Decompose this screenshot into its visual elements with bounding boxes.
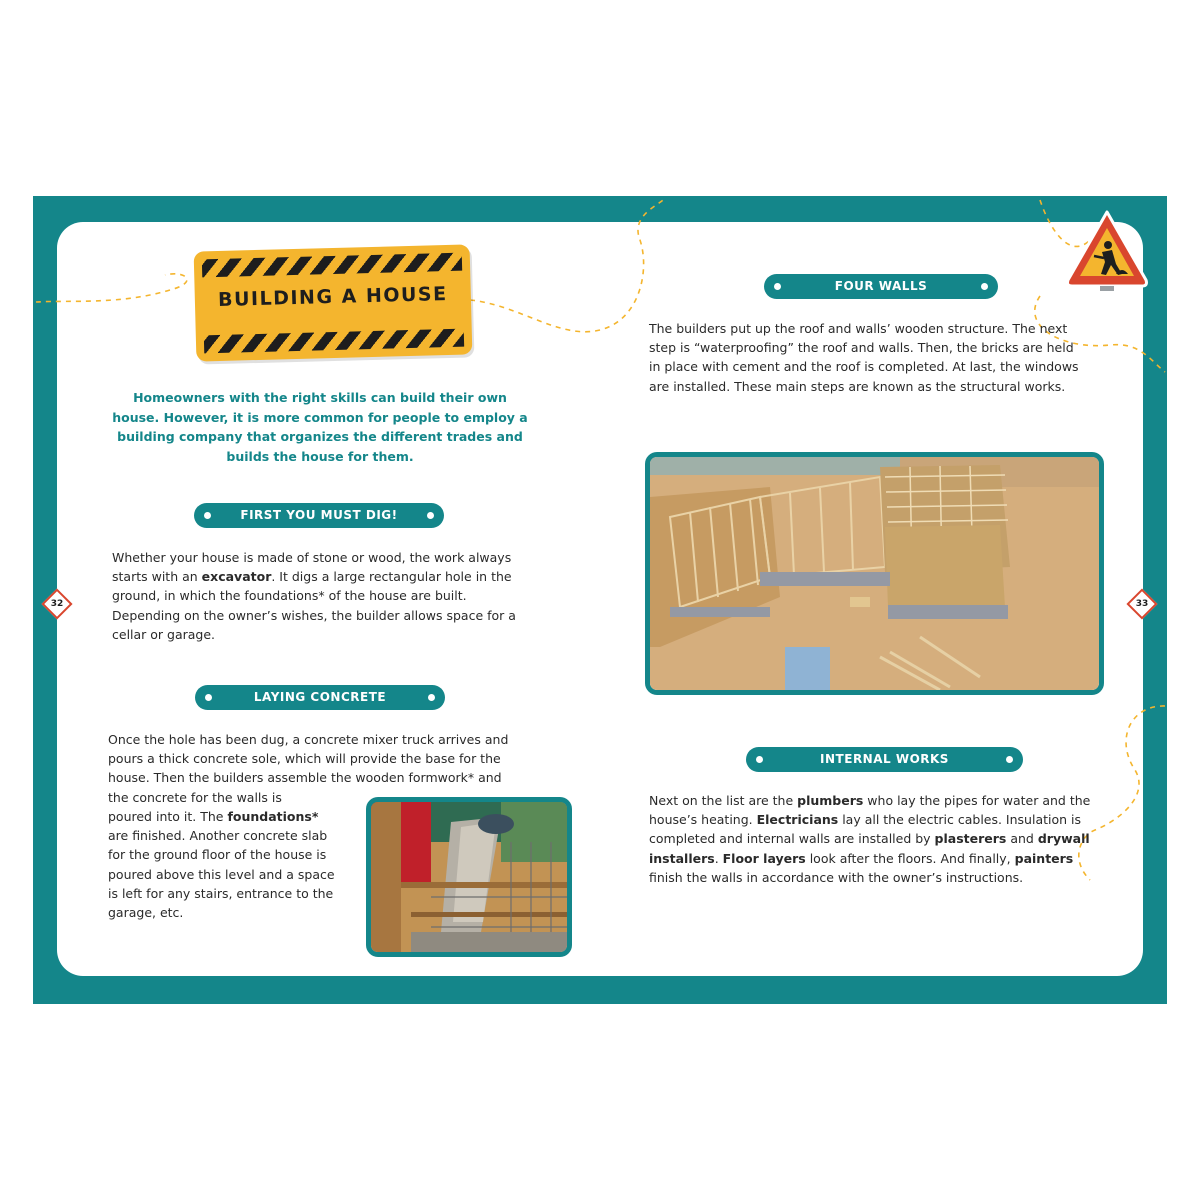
walls-paragraph: The builders put up the roof and walls’ wooden structure. The next step is “waterproofing” the roof and walls. Then, the bricks are held in place with cement and the roof is completed. At last, the windows are installed. These main steps are known as the structural works. <box>649 321 1079 394</box>
internal-text-3: lay all the electric cables. Insulation is completed and internal walls are installed by <box>649 812 1082 847</box>
heading-internal-works: INTERNAL WORKS <box>746 747 1023 772</box>
internal-paragraph <box>649 791 1095 887</box>
dig-text-2: . It digs a large rectangular hole in the ground, in which the foundations* of the house are built. Depending on the owner’s wishes, the builder allows space for a cellar or garage. <box>112 569 516 642</box>
heading-laying-concrete: LAYING CONCRETE <box>195 685 445 710</box>
page-number-right-label: 33 <box>1135 599 1149 609</box>
dig-text-1: Whether your house is made of stone or wood, the work always starts with an <box>112 550 512 585</box>
dig-bold-excavator: excavator <box>201 569 272 585</box>
construction-frame-illustration <box>650 457 1099 690</box>
internal-bold-floor-layers: Floor layers <box>722 850 806 866</box>
construction-frame-photo <box>645 452 1104 695</box>
internal-bold-plasterers: plasterers <box>934 831 1007 847</box>
intro-paragraph: Homeowners with the right skills can build their own house. However, it is more common for people to employ a building company that organizes the different trades and builds the house for them. <box>112 390 528 464</box>
roadwork-warning-icon <box>1064 208 1150 292</box>
internal-bold-drywall-installers: drywall installers <box>649 831 1090 866</box>
heading-first-you-must-dig: FIRST YOU MUST DIG! <box>194 503 444 528</box>
concrete-paragraph-top: Once the hole has been dug, a concrete mixer truck arrives and pours a thick concrete sole, which will provide the base for the house. Then the builders assemble the wooden formwork* and the concrete for the walls is <box>108 732 509 805</box>
internal-bold-plumbers: plumbers <box>797 793 864 808</box>
internal-text-7: finish the walls in accordance with the owner’s instructions. <box>649 869 1024 885</box>
heading-four-walls: FOUR WALLS <box>764 274 998 299</box>
concrete-paragraph-bottom <box>108 807 340 922</box>
internal-bold-electricians: Electricians <box>756 812 839 828</box>
dig-paragraph <box>112 548 537 644</box>
internal-text-2: who lay the pipes for water and the house’s heating. <box>649 793 1091 828</box>
concrete-text-3: are finished. Another concrete slab for the ground floor of the house is poured above this level and a space is left for any stairs, entrance to the garage, etc. <box>108 828 335 921</box>
concrete-bold-foundations: foundations* <box>227 809 319 824</box>
concrete-pouring-photo <box>366 797 572 957</box>
internal-bold-painters: painters <box>1014 850 1074 866</box>
page-number-left-label: 32 <box>50 599 64 609</box>
title-sign <box>194 244 473 361</box>
concrete-pouring-illustration <box>371 802 567 952</box>
internal-text-5: . <box>714 850 723 866</box>
internal-text-1: Next on the list are the <box>649 793 798 808</box>
page-title: BUILDING A HOUSE <box>217 283 448 312</box>
internal-text-6: look after the floors. And finally, <box>805 850 1015 866</box>
concrete-text-2: poured into it. The <box>108 809 228 824</box>
internal-text-4: and <box>1006 831 1038 847</box>
